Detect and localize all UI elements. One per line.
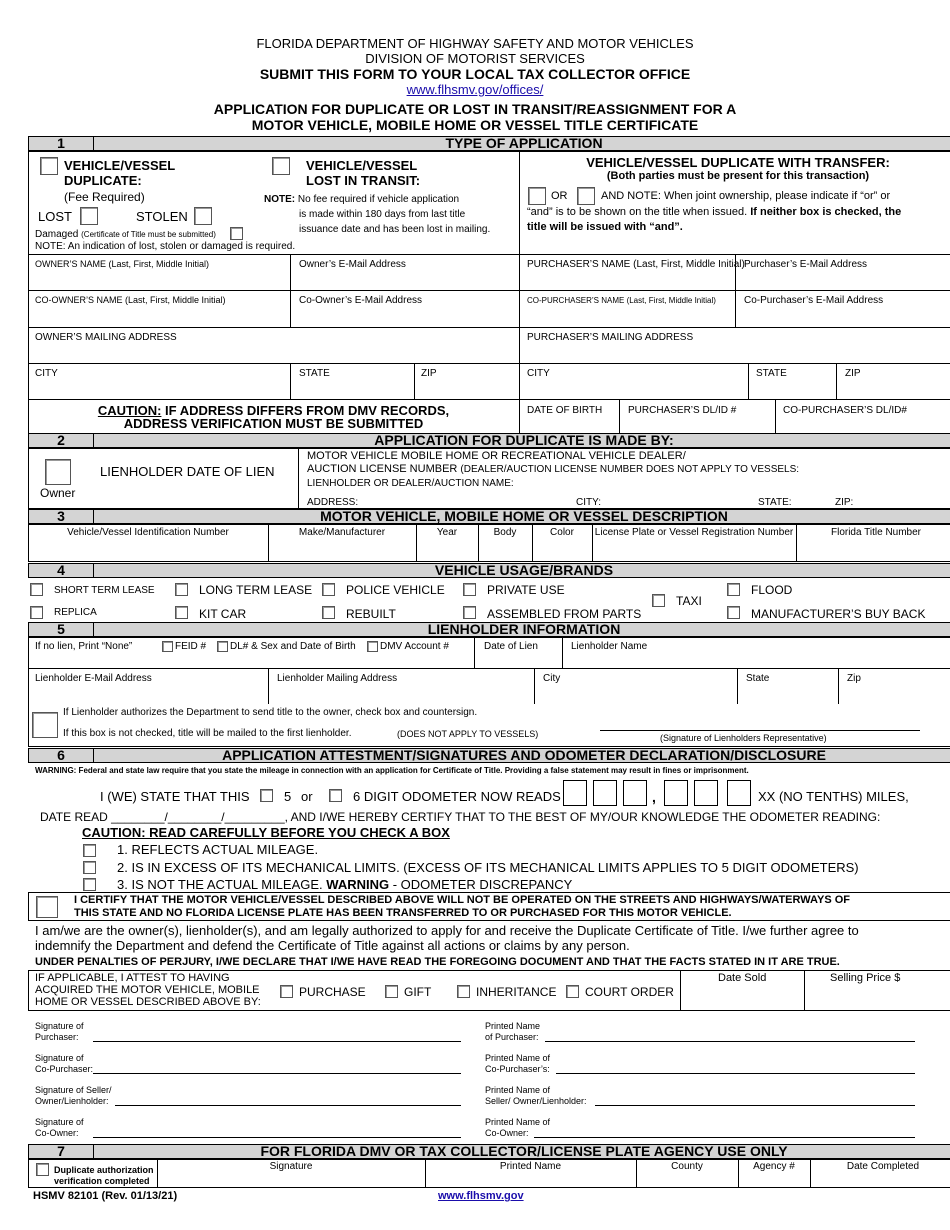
year-field[interactable]: Year: [436, 527, 458, 538]
lienholder-city-field[interactable]: City: [543, 673, 561, 684]
miles-label: XX (NO TENTHS) MILES,: [758, 789, 909, 804]
dl-sex-dob-checkbox[interactable]: [217, 641, 228, 652]
agency-name: FLORIDA DEPARTMENT OF HIGHWAY SAFETY AND MOTOR VEHICLES: [256, 36, 694, 51]
form-title-line1: APPLICATION FOR DUPLICATE OR LOST IN TRANSIT/REASSIGNMENT FOR A: [213, 101, 737, 117]
flhsmv-link[interactable]: www.flhsmv.gov: [438, 1190, 524, 1202]
no-lien-field[interactable]: If no lien, Print “None”: [35, 641, 133, 652]
sig-seller-label-a: Signature of Seller/: [35, 1085, 112, 1095]
lit-note-1: No fee required if vehicle application: [297, 194, 460, 205]
lit-note-label: NOTE:: [264, 194, 296, 205]
copurchaser-printed-line[interactable]: [556, 1073, 915, 1074]
coowner-name-field[interactable]: CO-OWNER’S NAME (Last, First, Middle Initial): [35, 295, 226, 305]
dmv-account-label: DMV Account #: [380, 641, 449, 652]
rebuilt-checkbox[interactable]: [322, 606, 335, 619]
sig-copurchaser-label-a: Signature of: [35, 1053, 84, 1063]
purchaser-zip-field[interactable]: ZIP: [845, 368, 861, 379]
section-3-bar: [28, 509, 950, 524]
and-checkbox[interactable]: [577, 187, 595, 205]
form-title-line2: MOTOR VEHICLE, MOBILE HOME OR VESSEL TITLE CERTIFICATE: [251, 117, 699, 133]
purchaser-email-field[interactable]: Purchaser’s E-Mail Address: [744, 259, 868, 270]
lit-note-2: is made within 180 days from last title: [299, 209, 466, 220]
six-digit-checkbox[interactable]: [329, 789, 342, 802]
date-sold-field[interactable]: Date Sold: [718, 972, 767, 984]
sig-coowner-label-b: Co-Owner:: [35, 1128, 79, 1138]
and-note-2: “and” is to be shown on the title when issued.: [527, 206, 748, 218]
not-actual-mileage-checkbox[interactable]: [83, 878, 96, 891]
owner-state-field[interactable]: STATE: [299, 368, 330, 379]
feid-label: FEID #: [175, 641, 207, 652]
lienholder-authorize-checkbox[interactable]: [32, 712, 58, 738]
coowner-signature-line[interactable]: [93, 1137, 461, 1138]
owner-statement-1: I am/we are the owner(s), lienholder(s), and am legally authorized to apply for and receive the Duplicate Certificate of Title. I/we further agree to: [35, 923, 859, 938]
excess-limits-checkbox[interactable]: [83, 861, 96, 874]
damaged-note: (Certificate of Title must be submitted): [81, 230, 216, 239]
section-number: 2: [29, 434, 94, 447]
not-vessels-note: (DOES NOT APPLY TO VESSELS): [397, 729, 539, 739]
gift-label: GIFT: [404, 985, 432, 999]
section-4-bar: [28, 563, 950, 578]
printed-coowner-label-b: Co-Owner:: [485, 1128, 529, 1138]
police-vehicle-label: POLICE VEHICLE: [346, 583, 445, 597]
form-number: HSMV 82101 (Rev. 01/13/21): [33, 1190, 178, 1202]
printed-copurchaser-label-b: Co-Purchaser’s:: [485, 1064, 550, 1074]
section-title: TYPE OF APPLICATION: [445, 135, 603, 151]
read-carefully-caution: CAUTION: READ CAREFULLY BEFORE YOU CHECK A BOX: [82, 825, 450, 840]
actual-mileage-checkbox[interactable]: [83, 844, 96, 857]
dealer-city-field[interactable]: CITY:: [576, 497, 602, 508]
section-7-bar: [28, 1144, 950, 1159]
coowner-printed-line[interactable]: [534, 1137, 915, 1138]
seller-signature-line[interactable]: [115, 1105, 461, 1106]
five-digit-checkbox[interactable]: [260, 789, 273, 802]
lit-note-3: issuance date and has been lost in mailing.: [299, 224, 491, 235]
damaged-label: Damaged: [35, 229, 79, 240]
odometer-warning: WARNING: [326, 877, 390, 892]
court-order-label: COURT ORDER: [585, 985, 674, 999]
vin-field[interactable]: Vehicle/Vessel Identification Number: [67, 527, 229, 538]
odometer-comma: ,: [652, 789, 656, 805]
short-term-lease-checkbox[interactable]: [30, 583, 43, 596]
florida-title-field[interactable]: Florida Title Number: [830, 527, 922, 538]
copurchaser-name-field[interactable]: CO-PURCHASER’S NAME (Last, First, Middle Initial): [527, 296, 716, 305]
and-note: AND NOTE: When joint ownership, please indicate if “or” or: [601, 190, 891, 202]
attest-line-2: ACQUIRED THE MOTOR VEHICLE, MOBILE: [35, 984, 260, 996]
section-title: APPLICATION ATTESTMENT/SIGNATURES AND ODOMETER DECLARATION/DISCLOSURE: [222, 747, 826, 763]
purchaser-printed-line[interactable]: [545, 1041, 915, 1042]
offices-link[interactable]: www.flhsmv.gov/offices/: [406, 82, 544, 97]
indication-note: NOTE: An indication of lost, stolen or damaged is required.: [35, 241, 296, 252]
date-completed-field[interactable]: Date Completed: [846, 1161, 920, 1172]
not-checked-text: If this box is not checked, title will be mailed to the first lienholder.: [63, 728, 352, 739]
short-term-lease-label: SHORT TERM LEASE: [54, 585, 155, 596]
agency-county-field[interactable]: County: [671, 1161, 703, 1172]
dealer-note: (DEALER/AUCTION LICENSE NUMBER DOES NOT APPLY TO VESSELS:: [460, 464, 800, 475]
lienholder-date-label: LIENHOLDER DATE OF LIEN: [100, 464, 275, 479]
agency-printed-name-field[interactable]: Printed Name: [499, 1161, 562, 1172]
submit-instruction: SUBMIT THIS FORM TO YOUR LOCAL TAX COLLECTOR OFFICE: [259, 66, 691, 82]
printed-purchaser-label-b: of Purchaser:: [485, 1032, 539, 1042]
certify-line-1: I CERTIFY THAT THE MOTOR VEHICLE/VESSEL DESCRIBED ABOVE WILL NOT BE OPERATED ON THE STREETS AND HIGHWAYS/WATERWAYS OF: [74, 894, 850, 906]
section-title: MOTOR VEHICLE, MOBILE HOME OR VESSEL DESCRIPTION: [320, 508, 728, 524]
transfer-subtitle: (Both parties must be present for this transaction): [606, 170, 870, 182]
dl-sex-dob-label: DL# & Sex and Date of Birth: [230, 641, 356, 652]
flood-label: FLOOD: [751, 583, 793, 597]
purchaser-signature-line[interactable]: [93, 1041, 461, 1042]
plate-field[interactable]: License Plate or Vessel Registration Number: [594, 527, 794, 538]
owner-name-field[interactable]: OWNER’S NAME (Last, First, Middle Initial): [35, 259, 210, 269]
assembled-from-parts-checkbox[interactable]: [463, 606, 476, 619]
printed-seller-label-b: Seller/ Owner/Lienholder:: [485, 1096, 587, 1106]
owner-label: Owner: [40, 486, 76, 500]
duplicate-title: VEHICLE/VESSEL: [64, 158, 176, 173]
purchase-checkbox[interactable]: [280, 985, 293, 998]
odometer-digit-5[interactable]: [694, 780, 718, 806]
flood-checkbox[interactable]: [727, 583, 740, 596]
dealer-address-field[interactable]: ADDRESS:: [307, 497, 359, 508]
printed-coowner-label-a: Printed Name of: [485, 1117, 551, 1127]
section-5-bar: [28, 622, 950, 637]
sig-coowner-label-a: Signature of: [35, 1117, 84, 1127]
color-field[interactable]: Color: [550, 527, 574, 538]
long-term-lease-checkbox[interactable]: [175, 583, 188, 596]
certify-line-2: THIS STATE AND NO FLORIDA LICENSE PLATE HAS BEEN TRANSFERRED TO OR PURCHASED FOR THIS MOTOR VEHICLE.: [74, 907, 732, 919]
owner-zip-field[interactable]: ZIP: [421, 368, 437, 379]
make-field[interactable]: Make/Manufacturer: [298, 527, 386, 538]
address-caution: CAUTION: IF ADDRESS DIFFERS FROM DMV RECORDS,: [97, 403, 450, 418]
seller-printed-line[interactable]: [595, 1105, 915, 1106]
police-vehicle-checkbox[interactable]: [322, 583, 335, 596]
perjury-declaration: UNDER PENALTIES OF PERJURY, I/WE DECLARE THAT I/WE HAVE READ THE FOREGOING DOCUMENT AND THAT THE FACTS STATED IN IT ARE TRUE.: [35, 956, 840, 968]
manufacturers-buy-back-checkbox[interactable]: [727, 606, 740, 619]
attest-line-1: IF APPLICABLE, I ATTEST TO HAVING: [35, 972, 230, 984]
purchaser-dl-field[interactable]: PURCHASER’S DL/ID #: [628, 405, 737, 416]
sig-purchaser-label-a: Signature of: [35, 1021, 84, 1031]
dealer-line-1: MOTOR VEHICLE MOBILE HOME OR RECREATIONAL VEHICLE DEALER/: [307, 450, 686, 462]
damaged-checkbox[interactable]: [230, 227, 243, 240]
purchase-label: PURCHASE: [299, 985, 366, 999]
private-use-checkbox[interactable]: [463, 583, 476, 596]
owner-city-field[interactable]: CITY: [35, 368, 58, 379]
division-name: DIVISION OF MOTORIST SERVICES: [365, 51, 585, 66]
replica-checkbox[interactable]: [30, 606, 43, 619]
or-label: OR: [551, 190, 568, 202]
date-of-lien-field[interactable]: Date of Lien: [484, 641, 538, 652]
taxi-checkbox[interactable]: [652, 594, 665, 607]
lost-checkbox[interactable]: [80, 207, 98, 225]
section-2-bar: [28, 433, 950, 448]
actual-mileage-label: 1. REFLECTS ACTUAL MILEAGE.: [117, 842, 319, 857]
owner-mailing-field[interactable]: OWNER’S MAILING ADDRESS: [35, 332, 177, 343]
dmv-account-checkbox[interactable]: [367, 641, 378, 652]
duplicate-title-2: DUPLICATE:: [64, 173, 142, 188]
excess-limits-label: 2. IS IN EXCESS OF ITS MECHANICAL LIMITS. (EXCESS OF ITS MECHANICAL LIMITS APPLIES TO 5 DIGIT ODOMETERS): [117, 860, 859, 875]
owner-checkbox[interactable]: [45, 459, 71, 485]
or-label: or: [301, 789, 313, 804]
dealer-zip-field[interactable]: ZIP:: [835, 497, 854, 508]
body-field[interactable]: Body: [493, 527, 517, 538]
purchaser-city-field[interactable]: CITY: [527, 368, 550, 379]
agency-number-field[interactable]: Agency #: [753, 1161, 795, 1172]
attest-line-3: HOME OR VESSEL DESCRIBED ABOVE BY:: [35, 996, 261, 1008]
section-1-bar: [28, 136, 950, 151]
selling-price-field[interactable]: Selling Price $: [830, 972, 901, 984]
section-number: 3: [29, 510, 94, 523]
lienholder-rep-signature-line[interactable]: (Signature of Lienholders Representative): [660, 733, 827, 743]
court-order-checkbox[interactable]: [566, 985, 579, 998]
dup-auth-checkbox[interactable]: [36, 1163, 49, 1176]
gift-checkbox[interactable]: [385, 985, 398, 998]
mileage-warning: WARNING: Federal and state law require that you state the mileage in connection with an application for Certificate of Title. Providing a false statement may result in fines or imprisonment.: [35, 766, 749, 775]
section-number: 4: [29, 564, 94, 577]
section-number: 6: [29, 749, 94, 762]
assembled-from-parts-label: ASSEMBLED FROM PARTS: [487, 607, 642, 621]
purchaser-state-field[interactable]: STATE: [756, 368, 787, 379]
dup-auth-label-1: Duplicate authorization: [54, 1165, 154, 1175]
or-checkbox[interactable]: [528, 187, 546, 205]
purchaser-mailing-field[interactable]: PURCHASER’S MAILING ADDRESS: [527, 332, 694, 343]
certify-checkbox[interactable]: [36, 896, 58, 918]
odometer-digit-2[interactable]: [593, 780, 617, 806]
section-6-bar: [28, 748, 950, 763]
purchaser-name-field[interactable]: PURCHASER’S NAME (Last, First, Middle Initial): [527, 259, 745, 270]
odometer-digit-6[interactable]: [727, 780, 751, 806]
agency-signature-field[interactable]: Signature: [269, 1161, 313, 1172]
owner-email-field[interactable]: Owner’s E-Mail Address: [299, 259, 406, 270]
lienholder-mailing-field[interactable]: Lienholder Mailing Address: [277, 673, 398, 684]
lienholder-zip-field[interactable]: Zip: [847, 673, 861, 684]
inheritance-checkbox[interactable]: [457, 985, 470, 998]
copurchaser-email-field[interactable]: Co-Purchaser’s E-Mail Address: [744, 295, 884, 306]
kit-car-checkbox[interactable]: [175, 606, 188, 619]
inheritance-label: INHERITANCE: [476, 985, 557, 999]
section-title: APPLICATION FOR DUPLICATE IS MADE BY:: [374, 432, 674, 448]
lost-label: LOST: [38, 209, 72, 224]
section-title: LIENHOLDER INFORMATION: [427, 621, 621, 637]
taxi-label: TAXI: [676, 594, 702, 608]
odometer-digit-1[interactable]: [563, 780, 587, 806]
odometer-digit-3[interactable]: [623, 780, 647, 806]
address-caution-2: ADDRESS VERIFICATION MUST BE SUBMITTED: [123, 416, 424, 431]
printed-copurchaser-label-a: Printed Name of: [485, 1053, 551, 1063]
transfer-title: VEHICLE/VESSEL DUPLICATE WITH TRANSFER:: [586, 155, 890, 170]
lit-title: VEHICLE/VESSEL: [306, 158, 418, 173]
not-actual-mileage-label: 3. IS NOT THE ACTUAL MILEAGE.: [117, 877, 323, 892]
coowner-email-field[interactable]: Co-Owner’s E-Mail Address: [299, 295, 423, 306]
sig-copurchaser-label-b: Co-Purchaser:: [35, 1064, 94, 1074]
section-title: VEHICLE USAGE/BRANDS: [434, 562, 614, 578]
lienholder-email-field[interactable]: Lienholder E-Mail Address: [35, 673, 152, 684]
lit-title-2: LOST IN TRANSIT:: [306, 173, 421, 188]
section-number: 1: [29, 137, 94, 150]
sig-seller-label-b: Owner/Lienholder:: [35, 1096, 109, 1106]
state-this-label: I (WE) STATE THAT THIS: [100, 789, 250, 804]
copurchaser-dl-field[interactable]: CO-PURCHASER’S DL/ID#: [783, 405, 907, 416]
stolen-label: STOLEN: [136, 209, 188, 224]
printed-purchaser-label-a: Printed Name: [485, 1021, 541, 1031]
dob-field[interactable]: DATE OF BIRTH: [527, 405, 603, 416]
kit-car-label: KIT CAR: [199, 607, 247, 621]
dup-auth-label-2: verification completed: [54, 1176, 150, 1186]
lienholder-name-field[interactable]: Lienholder Name: [571, 641, 648, 652]
section-number: 7: [29, 1145, 94, 1158]
owner-statement-2: indemnify the Department and defend the Certificate of Title against all actions or claims by any person.: [35, 938, 630, 953]
lienholder-state-field[interactable]: State: [746, 673, 770, 684]
lost-in-transit-checkbox[interactable]: [272, 157, 290, 175]
sig-purchaser-label-b: Purchaser:: [35, 1032, 79, 1042]
replica-label: REPLICA: [54, 607, 97, 618]
dealer-line-2: AUCTION LICENSE NUMBER: [307, 463, 458, 475]
printed-seller-label-a: Printed Name of: [485, 1085, 551, 1095]
private-use-label: PRIVATE USE: [487, 583, 565, 597]
long-term-lease-label: LONG TERM LEASE: [199, 583, 313, 597]
fee-required: (Fee Required): [64, 190, 145, 204]
rebuilt-label: REBUILT: [346, 607, 396, 621]
section-number: 5: [29, 623, 94, 636]
dealer-name-field[interactable]: LIENHOLDER OR DEALER/AUCTION NAME:: [307, 478, 514, 489]
lienholder-authorize-text: If Lienholder authorizes the Department to send title to the owner, check box and countersign.: [63, 707, 478, 718]
and-note-2b: If neither box is checked, the: [750, 206, 902, 218]
dealer-state-field[interactable]: STATE:: [758, 497, 792, 508]
feid-checkbox[interactable]: [162, 641, 173, 652]
stolen-checkbox[interactable]: [194, 207, 212, 225]
odometer-digit-4[interactable]: [664, 780, 688, 806]
section-title: FOR FLORIDA DMV OR TAX COLLECTOR/LICENSE PLATE AGENCY USE ONLY: [260, 1143, 788, 1159]
five-label: 5: [284, 789, 292, 804]
duplicate-checkbox[interactable]: [40, 157, 58, 175]
date-read-certify[interactable]: DATE READ ________/________/_________, AND I/WE HEREBY CERTIFY THAT TO THE BEST OF MY/OUR KNOWLEDGE THE ODOMETER READING:: [40, 810, 881, 824]
six-digit-label: 6 DIGIT ODOMETER NOW READS: [353, 789, 561, 804]
manufacturers-buy-back-label: MANUFACTURER’S BUY BACK: [751, 607, 926, 621]
and-note-3: title will be issued with “and”.: [527, 221, 683, 233]
copurchaser-signature-line[interactable]: [93, 1073, 461, 1074]
